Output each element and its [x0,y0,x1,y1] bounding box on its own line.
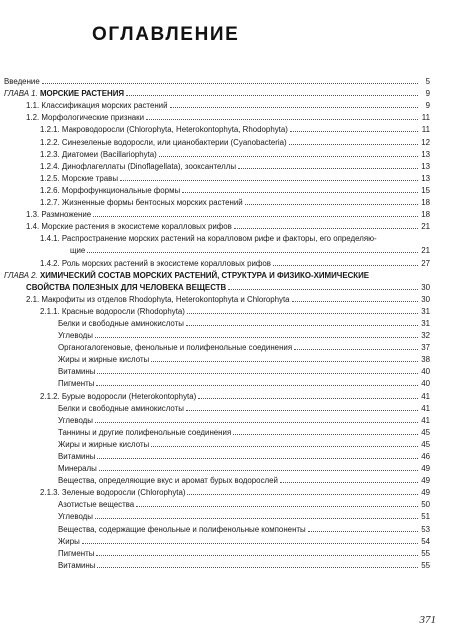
dot-leader [245,204,418,205]
toc-entry [0,207,430,219]
dot-leader [198,398,418,399]
toc-entry [0,255,430,267]
chapter-prefix: ГЛАВА 1. [4,89,40,99]
toc-page-number: 32 [421,331,430,341]
toc-entry-label: Азотистые вещества [58,500,135,510]
toc-entry-label: Витамины [58,452,96,461]
toc-entry-label: Минералы [58,464,97,474]
toc-entry-label: 1.1. Классификация морских растений [26,101,168,111]
toc-entry [0,292,430,304]
toc-page-number: 45 [421,427,430,437]
toc-page-number: 12 [421,137,430,147]
dot-leader [87,252,418,253]
toc-entry-label: 1.2.4. Динофлагеллаты (Dinoflagellata), зооксантеллы [40,161,236,171]
toc-page-number: 18 [421,198,430,208]
toc-page-number: 9 [425,89,430,99]
toc-page-number: 40 [421,367,430,377]
toc-entry [0,449,430,461]
toc-page-number: 30 [421,294,430,304]
toc-entry-label [4,89,124,98]
toc-entry-label: 1.2.2. Синезеленые водоросли, или цианобактерии (Cyanobacteria) [40,137,287,147]
toc-entry [0,364,430,376]
toc-entry-label: Белки и свободные аминокислоты [58,318,184,328]
toc-page-number: 41 [421,415,430,425]
toc-page-number: 27 [421,258,430,268]
table-of-contents [0,74,430,570]
chapter-title: МОРСКИЕ РАСТЕНИЯ [39,89,125,99]
dot-leader [42,83,418,84]
toc-entry-label: 2.1.1. Красные водоросли (Rhodophyta) [40,306,185,316]
toc-entry-label: Углеводы [58,512,93,522]
dot-leader [146,119,418,120]
dot-leader [159,156,418,157]
toc-entry [0,171,430,183]
toc-entry [0,534,430,546]
toc-page-number: 51 [421,512,430,522]
toc-entry-label: Жиры и жирные кислоты [58,439,150,449]
toc-entry-label: Жиры и жирные кислоты [58,355,150,365]
dot-leader [182,192,418,193]
toc-page-number: 18 [421,210,430,220]
toc-entry [0,388,430,400]
toc-entry-label: 1.2.1. Макроводоросли (Chlorophyta, Heterokontophyta, Rhodophyta) [40,125,288,135]
toc-entry-label: Витамины [58,560,96,570]
toc-entry [0,159,430,171]
toc-entry [0,546,430,558]
toc-entry [0,110,430,122]
toc-entry [0,340,430,352]
toc-entry [0,122,430,134]
toc-page-number: 21 [421,222,430,232]
dot-leader [234,228,418,229]
dot-leader [82,543,418,544]
toc-entry [0,376,430,388]
toc-page-number: 31 [421,318,430,328]
toc-page-number: 41 [421,391,430,401]
toc-entry [0,425,430,437]
dot-leader [308,531,418,532]
toc-entry [0,497,430,509]
toc-entry-label: 1.2.7. Жизненные формы бентосных морских растений [40,198,243,208]
dot-leader [290,131,418,132]
toc-entry-label: 1.4.2. Роль морских растений в экосистеме коралловых рифов [40,258,271,268]
toc-entry-label: 1.2.6. Морфофункциональные формы [40,185,181,195]
toc-entry [0,134,430,146]
toc-entry [0,183,430,195]
toc-entry-label: щие [70,246,86,256]
page-title: ОГЛАВЛЕНИЕ [92,24,240,45]
toc-entry-label: 2.1.2. Бурые водоросли (Heterokontophyta) [40,391,197,401]
toc-entry [0,74,430,86]
toc-entry-label: 1.4. Морские растения в экосистеме коралловых рифов [26,222,232,232]
toc-entry-label: 1.3. Размножение [26,210,92,220]
toc-page-number: 37 [421,343,430,353]
toc-page-number: 40 [421,379,430,389]
dot-leader [96,385,418,386]
toc-page-number: 49 [421,464,430,474]
toc-page-number: 55 [421,560,430,570]
toc-chapter-2-line-1 [4,268,430,280]
toc-page-number: 38 [421,355,430,365]
toc-entry-label: Органогалогеновые, фенольные и полифенольные соединения [58,343,293,353]
toc-page-number: 11 [421,113,430,123]
dot-leader [120,180,418,181]
toc-page-number: 5 [425,77,430,87]
toc-page-number: 13 [421,161,430,171]
toc-entry [0,509,430,521]
toc-page-number: 9 [425,101,430,111]
dot-leader [136,506,418,507]
toc-entry [0,461,430,473]
toc-page-number: 45 [421,439,430,449]
dot-leader [151,446,418,447]
toc-page-number: 15 [421,185,430,195]
dot-leader [95,518,418,519]
dot-leader [273,265,418,266]
dot-leader [97,373,418,374]
toc-entry [0,195,430,207]
dot-leader [233,434,418,435]
dot-leader [294,349,418,350]
toc-entry-label: 1.2. Морфологические признаки [26,113,145,123]
dot-leader [93,216,418,217]
toc-page-number: 49 [421,476,430,486]
dot-leader [228,289,418,290]
toc-entry-label: Пигменты [58,379,95,389]
chapter-title-line-2: СВОЙСТВА ПОЛЕЗНЫХ ДЛЯ ЧЕЛОВЕКА ВЕЩЕСТВ [26,282,227,292]
toc-entry-label: Вещества, содержащие фенольные и полифенольные компоненты [58,524,306,534]
toc-part-1 [0,74,430,268]
chapter-title-line-1: ХИМИЧЕСКИЙ СОСТАВ МОРСКИХ РАСТЕНИЙ, СТРУКТУРА И ФИЗИКО-ХИМИЧЕСКИЕ [39,270,370,280]
toc-part-2 [0,292,430,570]
dot-leader [97,458,418,459]
toc-entry-label: Пигменты [58,548,95,558]
toc-chapter-2-heading [0,268,430,292]
toc-page-number: 49 [421,488,430,498]
toc-entry-label: 1.2.3. Диатомеи (Bacillariophyta) [40,149,157,159]
dot-leader [280,482,418,483]
toc-entry-label: Таннины и другие полифенольные соединения [58,427,232,437]
toc-entry-label: 1.2.5. Морские травы [40,173,119,183]
toc-page-number: 13 [421,149,430,159]
toc-entry [0,304,430,316]
toc-entry [0,437,430,449]
toc-entry-label: Белки и свободные аминокислоты [58,403,184,413]
toc-entry [0,413,430,425]
toc-page-number: 54 [421,536,430,546]
toc-page-number: 21 [421,246,430,256]
toc-entry [0,473,430,485]
toc-page-number: 30 [421,282,430,292]
toc-entry-label: Витамины [58,367,96,377]
toc-entry [0,485,430,497]
dot-leader [187,313,418,314]
toc-entry [0,98,430,110]
toc-entry-label: 2.1.3. Зеленые водоросли (Chlorophyta) [40,488,186,498]
toc-page-number: 11 [421,125,430,135]
toc-entry [0,316,430,328]
dot-leader [186,325,418,326]
dot-leader [170,107,419,108]
toc-page-number: 13 [421,173,430,183]
toc-entry-label: Углеводы [58,415,93,425]
toc-page-number: 41 [421,403,430,413]
dot-leader [96,555,418,556]
dot-leader [186,410,418,411]
toc-entry [0,219,430,231]
toc-entry [0,352,430,364]
toc-page-number: 53 [421,524,430,534]
toc-chapter-2-line-2 [4,280,430,292]
page-number: 371 [419,614,436,626]
dot-leader [99,470,418,471]
toc-entry-label: 2.1. Макрофиты из отделов Rhodophyta, Heterokontophyta и Chlorophyta [26,294,290,304]
toc-entry-label: Введение [4,77,40,87]
toc-entry-label: Вещества, определяющие вкус и аромат бурых водорослей [58,476,278,486]
chapter-prefix: ГЛАВА 2. [4,270,38,280]
dot-leader [289,144,418,145]
toc-entry [0,147,430,159]
dot-leader [95,422,418,423]
dot-leader [151,361,418,362]
toc-entry-label: Углеводы [58,331,93,341]
toc-page-number: 46 [421,452,430,461]
toc-entry [0,558,430,570]
dot-leader [95,337,418,338]
dot-leader [126,95,418,96]
toc-entry [0,231,430,243]
dot-leader [292,301,418,302]
dot-leader [97,567,418,568]
dot-leader [238,168,418,169]
toc-entry [0,401,430,413]
toc-entry [0,243,430,255]
dot-leader [187,494,418,495]
toc-page-number: 50 [421,500,430,510]
toc-page-number: 31 [421,306,430,316]
toc-entry-label: 1.4.1. Распространение морских растений на коралловом рифе и факторы, его определяю- [40,234,377,244]
toc-entry-label: Жиры [58,536,80,546]
toc-entry [0,521,430,533]
toc-entry [0,328,430,340]
toc-entry [0,86,430,98]
toc-page-number: 55 [421,548,430,558]
